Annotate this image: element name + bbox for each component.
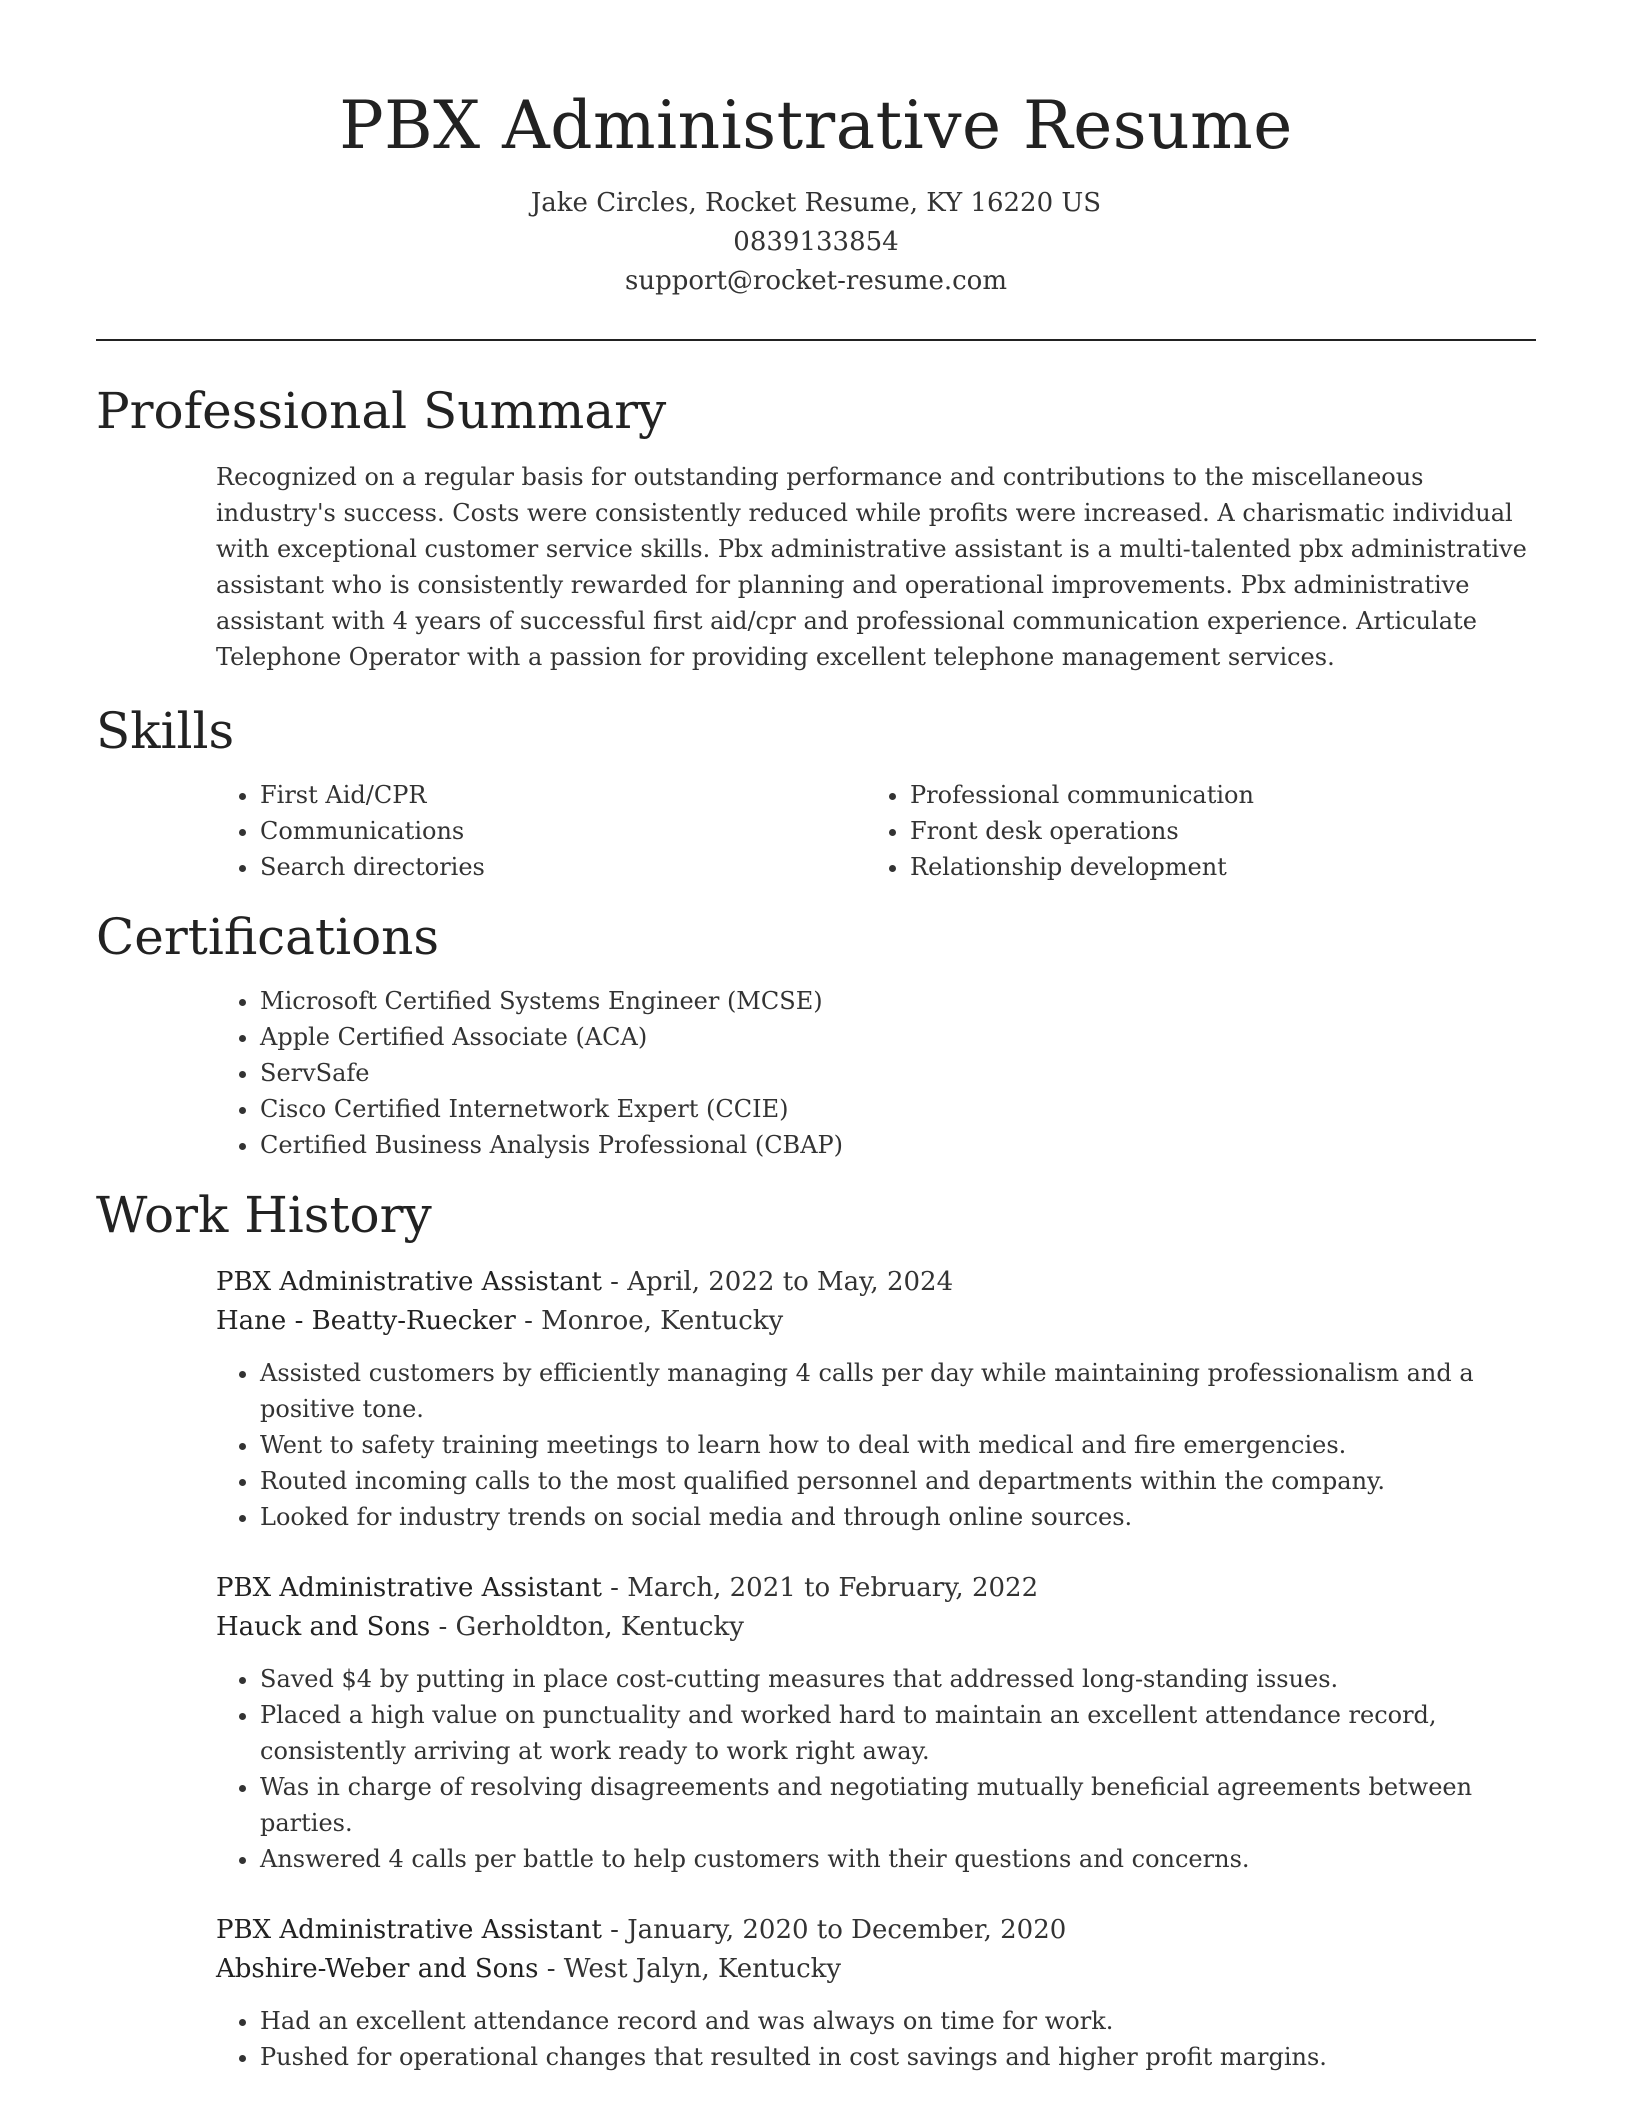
contact-phone: 0839133854 [733,227,899,257]
skill-item: • Professional communication [910,777,1516,813]
certification-item: • ServSafe [260,1055,1536,1091]
job-dates: January, 2020 to December, 2020 [627,1915,1067,1945]
job-duty-item: • Pushed for operational changes that resulted in cost savings and higher profit margins. [260,2039,1536,2075]
resume-title: PBX Administrative Resume [339,87,1293,164]
job-company-line: Abshire-Weber and Sons - West Jalyn, Kentucky [216,1954,842,1984]
resume-header [96,0,1536,301]
skill-item: • Front desk operations [910,813,1516,849]
certifications-section [96,907,1536,1163]
job-company-line: Hauck and Sons - Gerholdton, Kentucky [216,1612,744,1642]
skills-section [96,701,1536,885]
job-location: Monroe, Kentucky [541,1306,784,1336]
skill-item: • Search directories [260,849,866,885]
job-role-line: PBX Administrative Assistant - January, 2020 to December, 2020 [216,1915,1067,1945]
certifications-list [216,983,1536,1163]
summary-text: Recognized on a regular basis for outstanding performance and contributions to the miscellaneous industry's success. Costs were consistently reduced while profits were increased. A charismatic individual with exceptional customer service skills. Pbx administrative assistant is a multi-talented pbx administrative assistant who is consistently rewarded for planning and operational improvements. Pbx administrative assistant with 4 years of successful first aid/cpr and professional communication experience. Articulate Telephone Operator with a passion for providing excellent telephone management services. [216,463,1527,671]
job-company: Hauck and Sons [216,1612,431,1642]
job-entry [216,1263,1536,1535]
skill-item: • First Aid/CPR [260,777,866,813]
certifications-heading: Certifications [96,908,440,966]
job-role-line: PBX Administrative Assistant - March, 2021 to February, 2022 [216,1573,1039,1603]
job-entry [216,1569,1536,1877]
skills-grid [216,777,1536,885]
job-company: Abshire-Weber and Sons [216,1954,539,1984]
job-duty-item: • Routed incoming calls to the most qualified personnel and departments within the company. [260,1463,1536,1499]
certification-item: • Apple Certified Associate (ACA) [260,1019,1536,1055]
job-dates: April, 2022 to May, 2024 [627,1267,954,1297]
header-divider [96,339,1536,341]
job-role: PBX Administrative Assistant [216,1915,602,1945]
skill-item: • Relationship development [910,849,1516,885]
work-history-heading: Work History [96,1186,432,1244]
contact-address: Jake Circles, Rocket Resume, KY 16220 US [530,188,1102,218]
job-location: Gerholdton, Kentucky [455,1612,744,1642]
job-duty-item: • Assisted customers by efficiently managing 4 calls per day while maintaining professionalism and a positive tone. [260,1355,1536,1427]
summary-heading: Professional Summary [96,382,667,440]
job-entry [216,1911,1536,2075]
job-duties [216,1355,1536,1535]
job-duty-item: • Went to safety training meetings to learn how to deal with medical and fire emergencies. [260,1427,1536,1463]
job-company: Hane - Beatty-Ruecker [216,1306,516,1336]
skills-list-left [216,777,866,885]
job-duty-item: • Had an excellent attendance record and was always on time for work. [260,2003,1536,2039]
contact-block [96,184,1536,301]
job-duty-item: • Answered 4 calls per battle to help customers with their questions and concerns. [260,1841,1536,1877]
skill-item: • Communications [260,813,866,849]
resume-page [96,0,1536,2075]
contact-email: support@rocket-resume.com [624,266,1007,296]
job-duty-item: • Placed a high value on punctuality and worked hard to maintain an excellent attendance record, consistently arriving at work ready to work right away. [260,1697,1536,1769]
job-duty-item: • Was in charge of resolving disagreements and negotiating mutually beneficial agreements between parties. [260,1769,1536,1841]
job-location: West Jalyn, Kentucky [563,1954,842,1984]
job-dates: March, 2021 to February, 2022 [627,1573,1039,1603]
certification-item: • Cisco Certified Internetwork Expert (CCIE) [260,1091,1536,1127]
job-duties [216,1661,1536,1877]
job-company-line: Hane - Beatty-Ruecker - Monroe, Kentucky [216,1306,784,1336]
summary-section [96,381,1536,675]
job-role-line: PBX Administrative Assistant - April, 2022 to May, 2024 [216,1267,954,1297]
job-role: PBX Administrative Assistant [216,1267,602,1297]
certification-item: • Certified Business Analysis Professional (CBAP) [260,1127,1536,1163]
skills-list-right [866,777,1516,885]
job-duty-item: • Saved $4 by putting in place cost-cutting measures that addressed long-standing issues. [260,1661,1536,1697]
job-duty-item: • Looked for industry trends on social media and through online sources. [260,1499,1536,1535]
certification-item: • Microsoft Certified Systems Engineer (MCSE) [260,983,1536,1019]
skills-heading: Skills [96,702,235,760]
job-duties [216,2003,1536,2075]
job-role: PBX Administrative Assistant [216,1573,602,1603]
work-history-section [96,1185,1536,2075]
